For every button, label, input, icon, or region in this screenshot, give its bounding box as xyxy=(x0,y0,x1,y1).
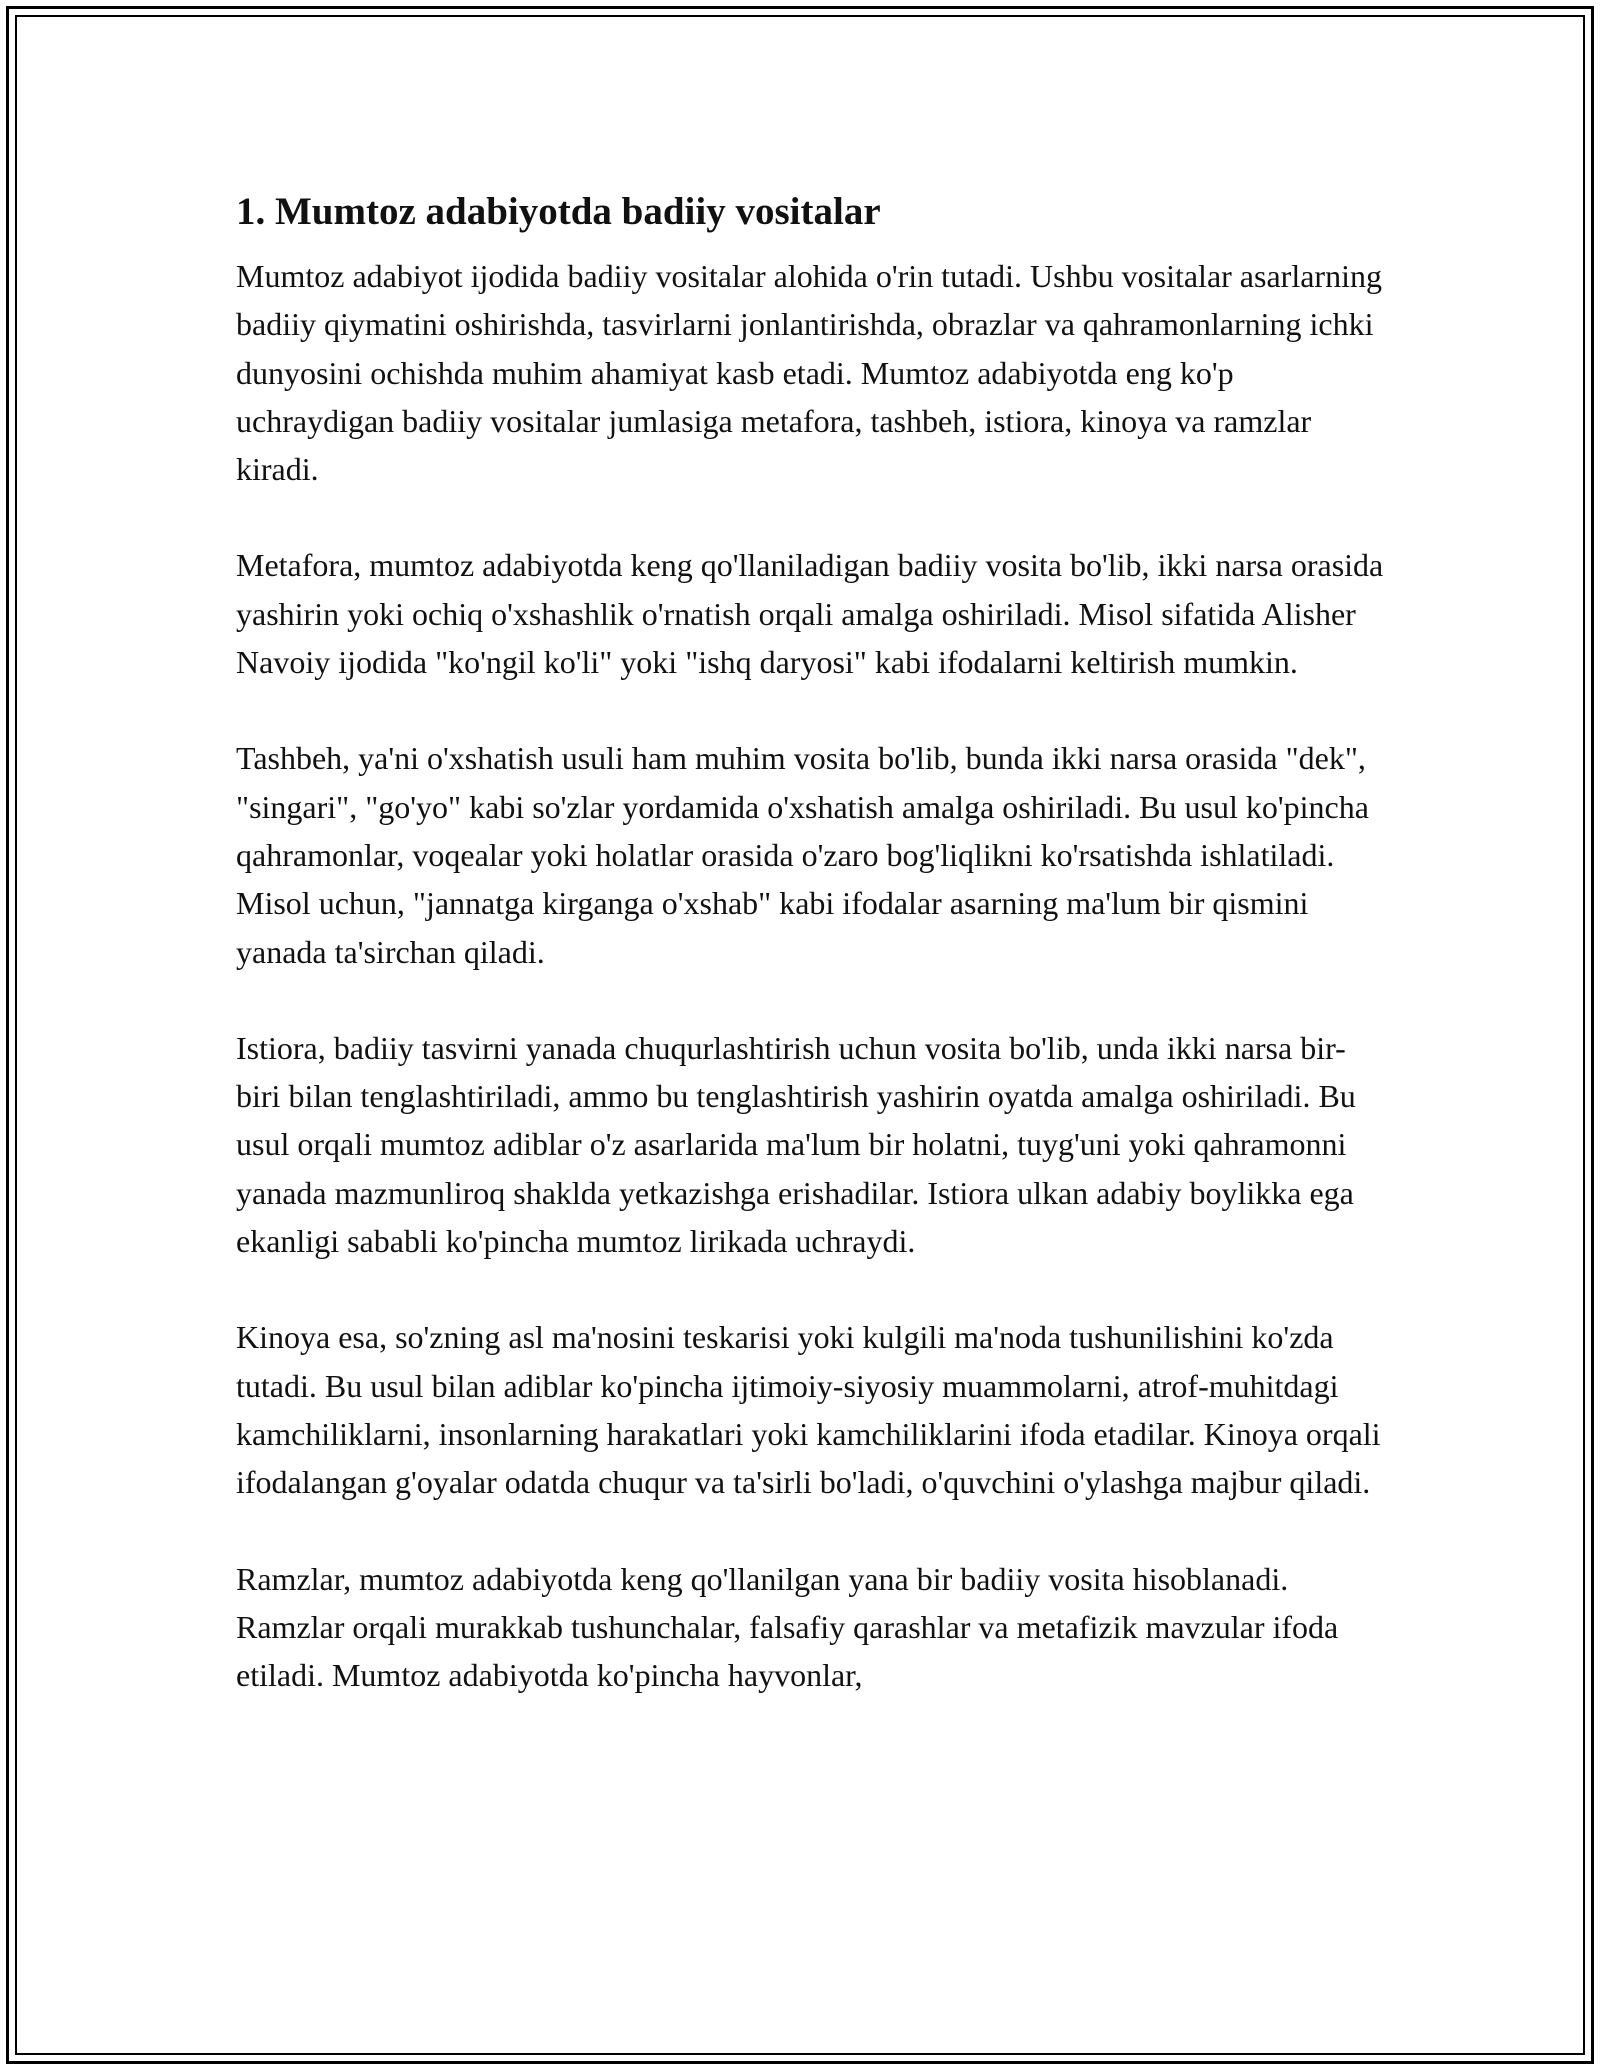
paragraph-tashbeh: Tashbeh, ya'ni o'xshatish usuli ham muhim vosita bo'lib, bunda ikki narsa orasida "dek", "singari", "go'yo" kabi so'zlar yordamida o'xshatish amalga oshiriladi. Bu usul ko'pincha qahramonlar, voqealar yoki holatlar orasida o'zaro bog'liqlikni ko'rsatishda ishlatiladi. Misol uchun, "jannatga kirganga o'xshab" kabi ifodalar asarning ma'lum bir qismini yanada ta'sirchan qiladi. xyxy=(236,740,1369,970)
paragraph-kinoya: Kinoya esa, so'zning asl ma'nosini teskarisi yoki kulgili ma'noda tushunilishini ko'zda tutadi. Bu usul bilan adiblar ko'pincha ijtimoiy-siyosiy muammolarni, atrof-muhitdagi kamchiliklarni, insonlarning harakatlari yoki kamchiliklarini ifoda etadilar. Kinoya orqali ifodalangan g'oyalar odatda chuqur va ta'sirli bo'ladi, o'quvchini o'ylashga majbur qiladi. xyxy=(236,1319,1381,1501)
paragraph-ramzlar: Ramzlar, mumtoz adabiyotda keng qo'llanilgan yana bir badiiy vosita hisoblanadi. Ramzlar orqali murakkab tushunchalar, falsafiy qarashlar va metafizik mavzular ifoda etiladi. Mumtoz adabiyotda ko'pincha hayvonlar, xyxy=(236,1560,1339,1694)
page-title: 1. Mumtoz adabiyotda badiiy vositalar xyxy=(236,190,881,233)
paragraph-metafora: Metafora, mumtoz adabiyotda keng qo'llaniladigan badiiy vosita bo'lib, ikki narsa orasida yashirin yoki ochiq o'xshashlik o'rnatish orqali amalga oshiriladi. Misol sifatida Alisher Navoiy ijodida "ko'ngil ko'li" yoki "ishq daryosi" kabi ifodalarni keltirish mumkin. xyxy=(236,547,1384,681)
paragraph-intro: Mumtoz adabiyot ijodida badiiy vositalar alohida o'rin tutadi. Ushbu vositalar asarlarning badiiy qiymatini oshirishda, tasvirlarni jonlantirishda, obrazlar va qahramonlarning ichki dunyosini ochishda muhim ahamiyat kasb etadi. Mumtoz adabiyotda eng ko'p uchraydigan badiiy vositalar jumlasiga metafora, tashbeh, istiora, kinoya va ramzlar kiradi. xyxy=(236,258,1382,488)
paragraph-istiora: Istiora, badiiy tasvirni yanada chuqurlashtirish uchun vosita bo'lib, unda ikki narsa bir-biri bilan tenglashtiriladi, ammo bu tenglashtirish yashirin oyatda amalga oshiriladi. Bu usul orqali mumtoz adiblar o'z asarlarida ma'lum bir holatni, tuyg'uni yoki qahramonni yanada mazmunliroq shaklda yetkazishga erishadilar. Istiora ulkan adabiy boylikka ega ekanligi sababli ko'pincha mumtoz lirikada uchraydi. xyxy=(236,1029,1356,1260)
document-body xyxy=(236,186,1386,1747)
